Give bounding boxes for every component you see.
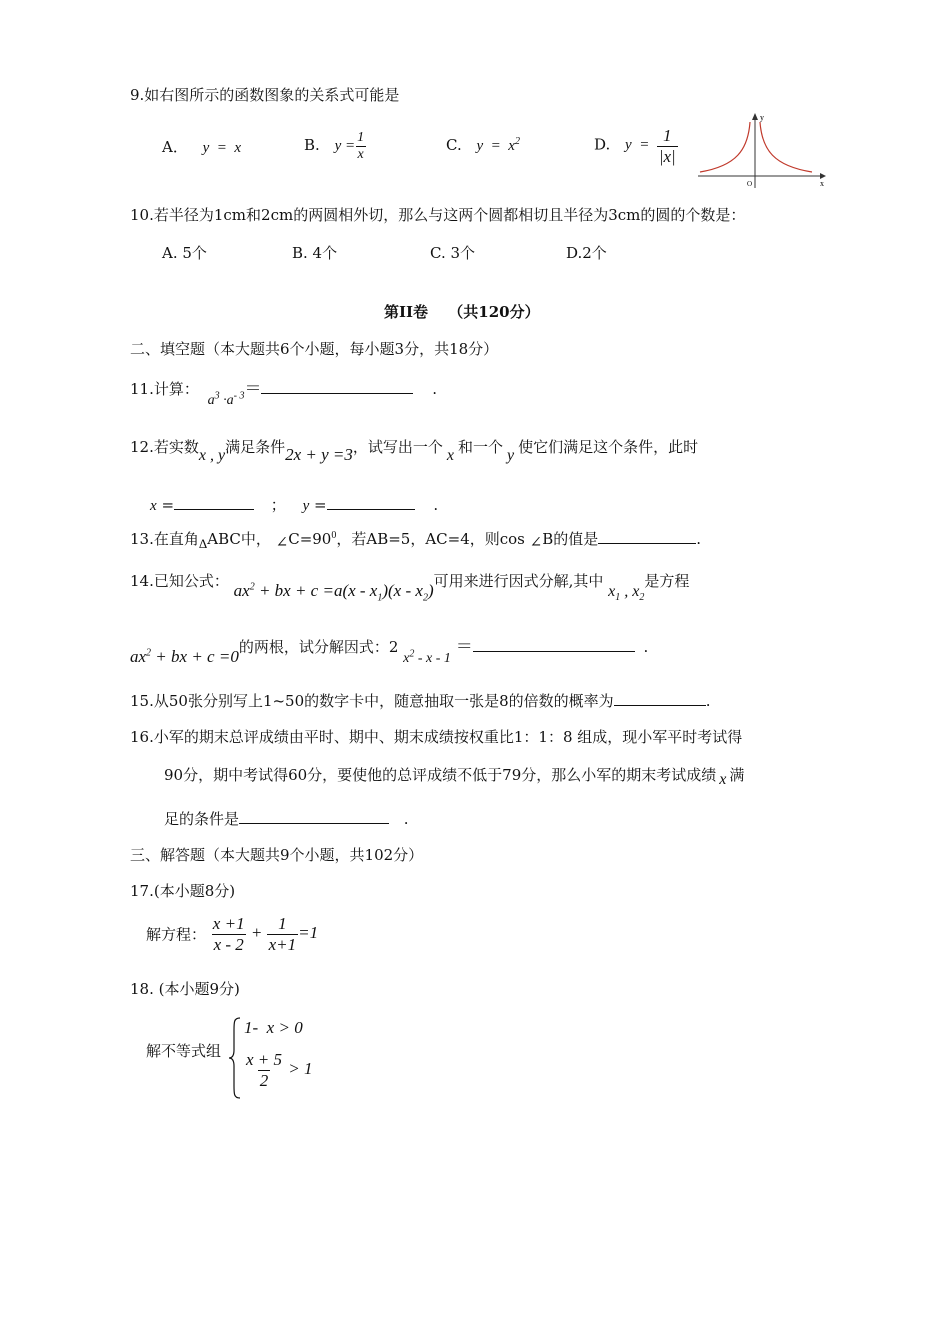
q14-line1 <box>130 570 690 604</box>
q11-label: 11.计算： <box>130 380 199 398</box>
q13-text-5: B的值是 <box>542 530 599 548</box>
q16-answer-blank[interactable] <box>239 823 389 824</box>
q18-label: 解不等式组 <box>146 1042 222 1060</box>
q9-graph-x-label: x <box>820 179 824 188</box>
q11: 11.计算： $a^3 \cdot a^{- 3}=$ . <box>130 379 438 408</box>
q17-label: 解方程： <box>146 925 207 944</box>
q14-text-1: 14.已知公式： <box>130 572 229 590</box>
q9-option-a-label: A． <box>162 138 188 156</box>
q12-text-3: ，试写出一个 <box>352 438 443 456</box>
q9-option-c-label: C. <box>446 136 462 154</box>
q9-option-d <box>594 126 678 166</box>
q10-option-b: B. 4个 <box>292 244 338 262</box>
q14-formula: $ax^2$ + bx + $c =a(x - x_1)(x - x_2)$ <box>233 581 434 604</box>
q12-y-blank[interactable] <box>327 509 415 510</box>
q12-condition: 2x + y =3 <box>285 445 353 464</box>
q9-option-b-label: B. <box>304 136 320 155</box>
section2-title: 第II卷 （共120分） <box>384 303 540 321</box>
q12-vars: x , y <box>198 447 226 464</box>
q15-text: 15.从50张分别写上1~50的数字卡中，随意抽取一张是8的倍数的概率为 <box>130 692 614 710</box>
q17-equation: $\frac{x +1}{x - 2}$ + $\frac{1}{x+1}$ =1 <box>212 914 319 954</box>
q15-answer-blank[interactable] <box>614 705 706 706</box>
q14-text-2: 可用来进行因式分解,其中 <box>433 572 604 590</box>
q14-roots: $x_1$ , $x_2$ <box>608 583 645 604</box>
q13-text-4: ，若AB=5，AC=4，则cos <box>336 530 525 548</box>
q12-line1: 12.若实数x , y满足条件2x + y =3，试写出一个 x 和一个 y 使它们满足这个条件，此时 <box>130 438 699 464</box>
q17-equation-row <box>146 914 318 954</box>
part3-heading: 三、解答题（本大题共9个小题，共102分） <box>130 846 424 864</box>
q14-text-4: 的两根，试分解因式：2 <box>238 638 399 656</box>
q14-text-3: 是方程 <box>644 572 690 590</box>
q12-text-1: 12.若实数 <box>130 438 199 456</box>
q16-text-3: 足的条件是 <box>164 810 240 828</box>
q9-option-a-formula: y = x <box>202 140 242 156</box>
q14-line2: $ax^2$ + bx + c =0的两根，试分解因式：2 $x^2$ - x - 1 ＝ . <box>130 637 649 666</box>
q9-option-b-formula: y = $\frac{1}{x}$ <box>334 130 365 163</box>
q9-graph-y-arrow <box>752 113 758 120</box>
q10-option-d: D.2个 <box>566 244 607 262</box>
q13-answer-blank[interactable] <box>598 543 696 544</box>
q10-option-a: A. 5个 <box>162 244 207 262</box>
q18-inequality-2: $\frac{x + 5}{2}$ > 1 <box>246 1050 313 1090</box>
q18-brace <box>228 1016 242 1100</box>
q16-line3: 足的条件是 . <box>164 810 409 828</box>
q13-text-3: C=90 <box>288 530 332 548</box>
q16-text-2-end: 满 <box>729 766 745 784</box>
q9-graph-right-branch <box>760 122 812 172</box>
q11-answer-blank[interactable] <box>261 393 413 394</box>
q9-graph-y-label: y <box>760 113 764 122</box>
q13-text-2: ABC中， <box>207 530 271 548</box>
q10-option-c: C. 3个 <box>430 244 476 262</box>
q18-title: 18. (本小题9分) <box>130 980 240 998</box>
q18-inequality-1: 1- x > 0 <box>244 1018 303 1037</box>
part2-heading: 二、填空题（本大题共6个小题，每小题3分，共18分） <box>130 340 499 358</box>
q13: 13.在直角ΔABC中， $\angle C=90^0$，若AB=5，AC=4，则cos ∠B的值是 . <box>130 530 702 551</box>
q13-text-1: 13.在直角 <box>130 530 199 548</box>
q15: 15.从50张分别写上1~50的数字卡中，随意抽取一张是8的倍数的概率为 . <box>130 692 711 710</box>
q12-line2: x = ； y = . <box>150 496 439 514</box>
q10-stem: 10.若半径为1cm和2cm的两圆相外切，那么与这两个圆都相切且半径为3cm的圆的个数是： <box>130 206 746 224</box>
q17-title: 17.(本小题8分) <box>130 882 236 900</box>
q14-answer-blank[interactable] <box>473 651 635 652</box>
q12-text-2: 满足条件 <box>225 438 286 456</box>
q12-x-blank[interactable] <box>174 509 254 510</box>
q12-text-4: 和一个 <box>458 438 504 456</box>
q14-expression: $x^2$ - x - 1 <box>403 648 451 666</box>
q16-line2: 90分，期中考试得60分，要使他的总评成绩不低于79分，那么小军的期末考试成绩 x 满 <box>164 766 745 788</box>
q9-graph-left-branch <box>700 122 750 172</box>
q11-expression: $a^3 \cdot a^{- 3}$ <box>207 390 245 408</box>
q9-option-d-formula: y = $\frac{1}{|x|}$ <box>625 126 676 166</box>
q9-option-c-formula: $y = x^2$ <box>476 136 520 154</box>
q12-text-5: 使它们满足这个条件，此时 <box>518 438 699 456</box>
q9-stem: 9.如右图所示的函数图象的关系式可能是 <box>130 86 400 104</box>
q9-function-graph <box>696 110 831 190</box>
q9-option-b <box>304 130 366 163</box>
q18-system-row <box>146 1016 222 1060</box>
q9-option-d-label: D. <box>594 135 611 154</box>
q9-graph-origin-label: O <box>747 180 753 188</box>
q16-line1: 16.小军的期末总评成绩由平时、期中、期末成绩按权重比1：1：8 组成，现小军平时考试得 <box>130 728 743 746</box>
q14-equation: $ax^2$ + bx + c =0 <box>130 647 239 666</box>
q9-option-c <box>446 136 520 155</box>
q9-option-a <box>162 136 241 157</box>
q16-text-2: 90分，期中考试得60分，要使他的总评成绩不低于79分，那么小军的期末考试成绩 <box>164 766 717 784</box>
